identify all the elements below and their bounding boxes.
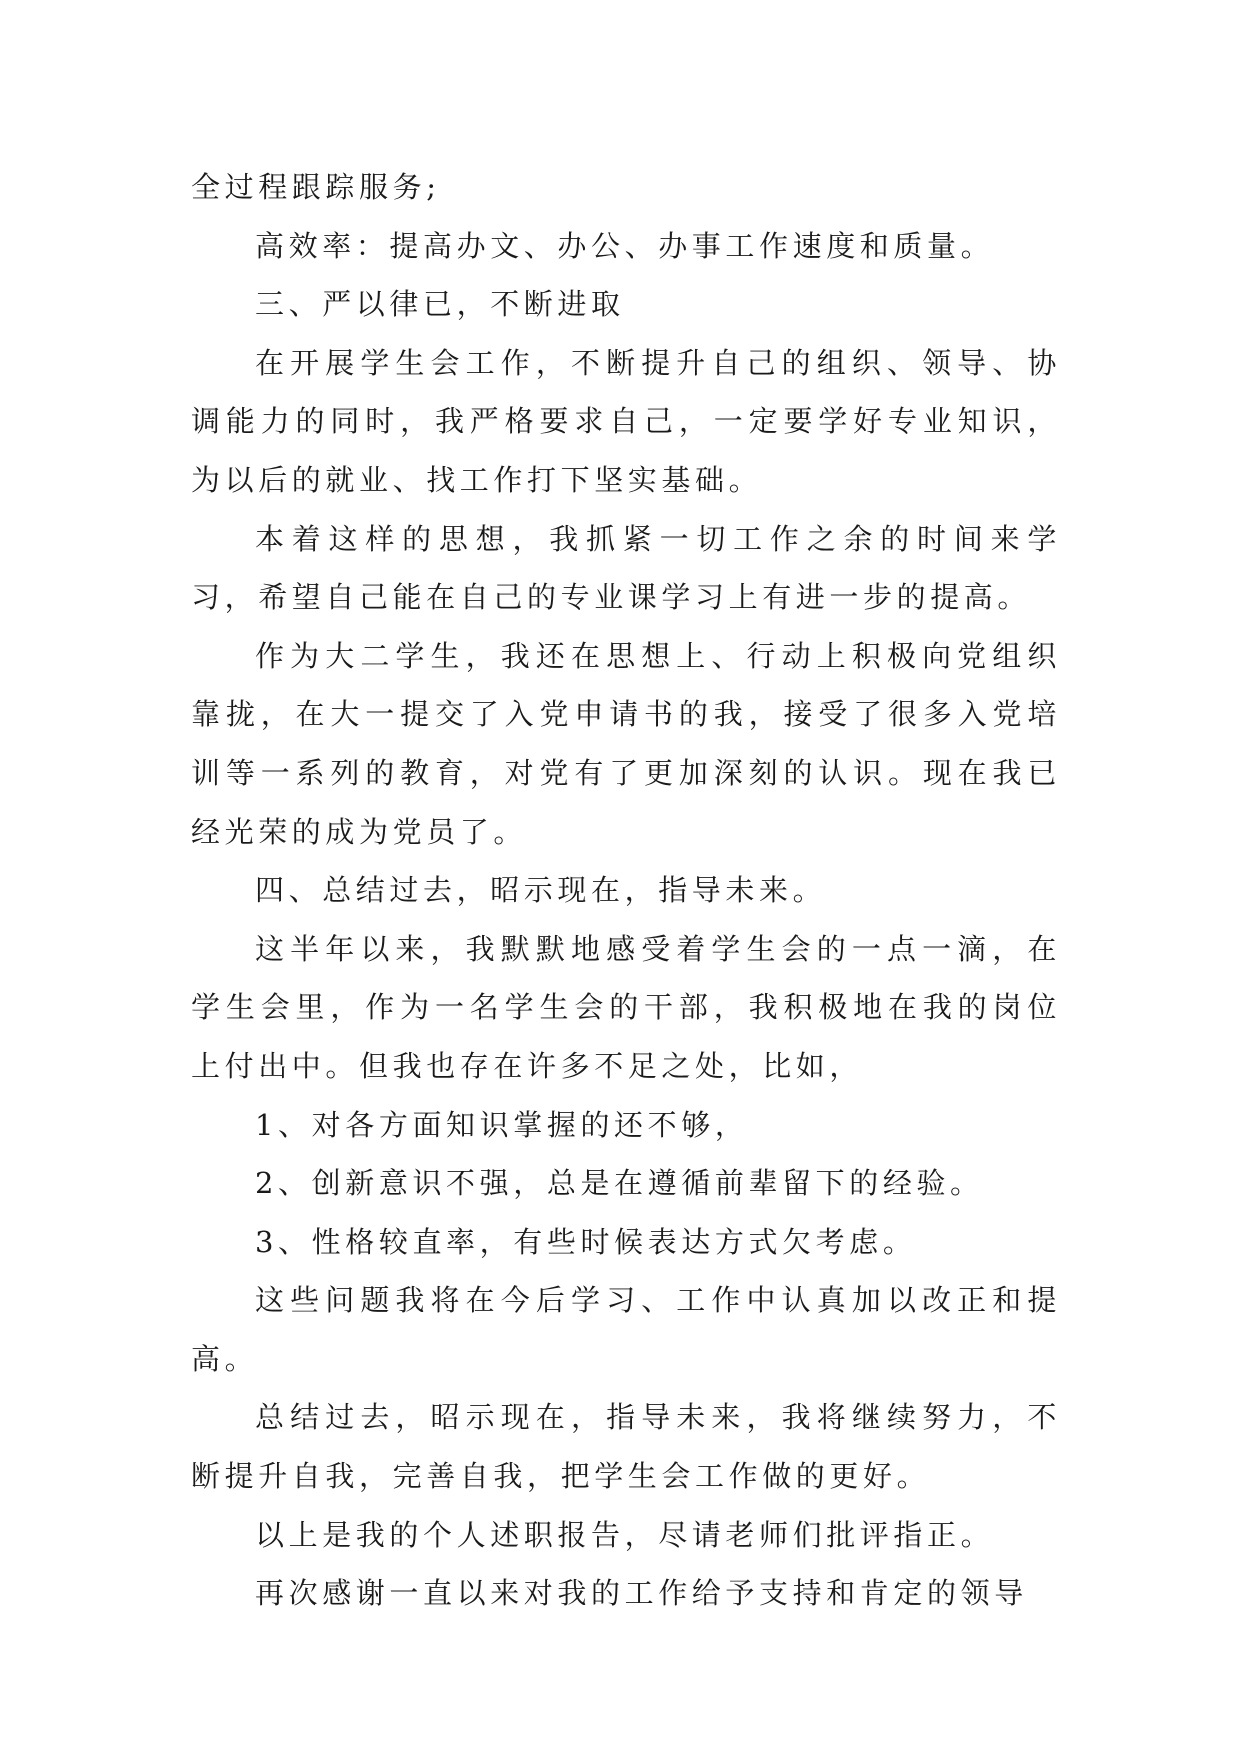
paragraph: 以上是我的个人述职报告，尽请老师们批评指正。 <box>255 1517 995 1552</box>
paragraph-continuation: 全过程跟踪服务; <box>191 170 441 204</box>
paragraph: 本着这样的思想，我抓紧一切工作之余的时间来学习，希望自己能在自己的专业课学习上有进一步的提高。 <box>191 521 1061 615</box>
paragraph: 再次感谢一直以来对我的工作给予支持和肯定的领导 <box>255 1576 1028 1611</box>
list-item: 1、对各方面知识掌握的还不够， <box>255 1107 749 1142</box>
list-item: 2、创新意识不强，总是在遵循前辈留下的经验。 <box>255 1166 984 1201</box>
section-heading-3: 三、严以律已，不断进取 <box>255 287 625 322</box>
paragraph-efficiency: 高效率：提高办文、办公、办事工作速度和质量。 <box>255 228 995 263</box>
paragraph: 这些问题我将在今后学习、工作中认真加以改正和提高。 <box>191 1283 1061 1376</box>
paragraph: 总结过去，昭示现在，指导未来，我将继续努力，不断提升自我，完善自我，把学生会工作做的更好。 <box>191 1400 1061 1494</box>
list-item: 3、性格较直率，有些时候表达方式欠考虑。 <box>255 1224 917 1259</box>
paragraph: 在开展学生会工作，不断提升自己的组织、领导、协调能力的同时，我严格要求自己，一定要学好专业知识，为以后的就业、找工作打下坚实基础。 <box>191 345 1061 497</box>
section-heading-4: 四、总结过去，昭示现在，指导未来。 <box>255 873 827 908</box>
paragraph: 这半年以来，我默默地感受着学生会的一点一滴，在学生会里，作为一名学生会的干部，我积极地在我的岗位上付出中。但我也存在许多不足之处，比如， <box>191 931 1061 1083</box>
paragraph: 作为大二学生，我还在思想上、行动上积极向党组织靠拢，在大一提交了入党申请书的我，接受了很多入党培训等一系列的教育，对党有了更加深刻的认识。现在我已经光荣的成为党员了。 <box>191 638 1061 849</box>
document-body <box>191 158 1061 1623</box>
